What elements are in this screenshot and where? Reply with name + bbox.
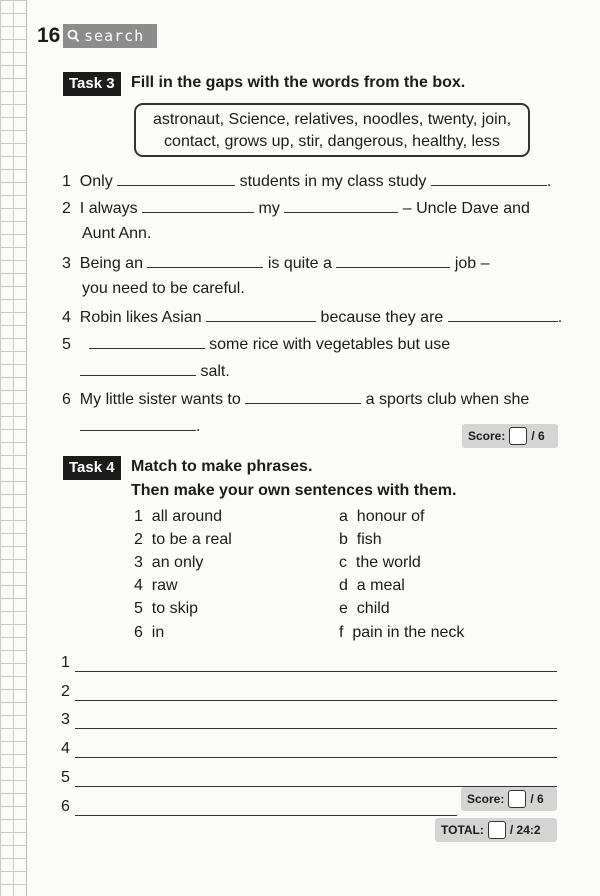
- phrase-left-6: 6 in: [134, 624, 165, 641]
- phrase-left-4: 4 raw: [134, 577, 178, 594]
- phrase-right-b: b fish: [339, 531, 382, 548]
- gap[interactable]: [448, 307, 558, 322]
- writing-line[interactable]: [75, 671, 557, 672]
- task4-label: Task 4: [63, 456, 121, 480]
- phrase-left-1: 1 all around: [134, 508, 223, 525]
- line-number: 5: [61, 769, 70, 786]
- task3-score: Score: / 6: [462, 424, 558, 448]
- search-label: search: [84, 27, 145, 45]
- word-box-line2: contact, grows up, stir, dangerous, healthy, less: [164, 133, 500, 150]
- gap[interactable]: [431, 171, 547, 186]
- search-chip: [63, 24, 157, 48]
- task3-item-2-cont: Aunt Ann.: [82, 225, 152, 242]
- gap[interactable]: [80, 361, 196, 376]
- phrase-left-3: 3 an only: [134, 554, 204, 571]
- line-number: 2: [61, 683, 70, 700]
- task3-item-2: 2 I always my – Uncle Dave and: [62, 200, 530, 217]
- gap[interactable]: [336, 253, 450, 268]
- score-input[interactable]: [509, 427, 527, 445]
- task3-item-6: 6 My little sister wants to a sports club when she: [62, 391, 530, 408]
- phrase-right-e: e child: [339, 600, 390, 617]
- writing-line[interactable]: [75, 757, 557, 758]
- line-number: 4: [61, 740, 70, 757]
- gap[interactable]: [80, 416, 196, 431]
- writing-line[interactable]: [75, 700, 557, 701]
- phrase-left-5: 5 to skip: [134, 600, 199, 617]
- total-input[interactable]: [488, 821, 506, 839]
- task3-item-5: 5 some rice with vegetables but use: [62, 336, 451, 353]
- word-box: [134, 103, 530, 157]
- task3-item-1: 1 Only students in my class study .: [62, 173, 552, 190]
- task4-score: Score: / 6: [461, 787, 557, 811]
- phrase-right-c: c the world: [339, 554, 421, 571]
- phrase-right-a: a honour of: [339, 508, 425, 525]
- gap[interactable]: [206, 307, 316, 322]
- task3-title: Fill in the gaps with the words from the box.: [131, 74, 466, 91]
- score-input[interactable]: [508, 790, 526, 808]
- line-number: 6: [61, 798, 70, 815]
- gap[interactable]: [142, 198, 254, 213]
- gap[interactable]: [117, 171, 235, 186]
- total-score: TOTAL: / 24:2: [435, 818, 557, 842]
- task3-label: Task 3: [63, 72, 121, 96]
- line-number: 1: [61, 654, 70, 671]
- task4-title-1: Match to make phrases.: [131, 458, 313, 475]
- task3-item-3: 3 Being an is quite a job –: [62, 255, 490, 272]
- phrase-left-2: 2 to be a real: [134, 531, 232, 548]
- grid-margin: [0, 0, 27, 896]
- task3-item-6-cont: .: [80, 416, 200, 436]
- task3-item-5-cont: salt.: [80, 361, 230, 381]
- task4-title-2: Then make your own sentences with them.: [131, 482, 457, 499]
- line-number: 3: [61, 711, 70, 728]
- writing-line[interactable]: [75, 815, 457, 816]
- search-icon: [67, 29, 80, 43]
- writing-line[interactable]: [75, 728, 557, 729]
- gap[interactable]: [89, 334, 205, 349]
- gap[interactable]: [245, 389, 361, 404]
- gap[interactable]: [284, 198, 398, 213]
- phrase-right-f: f pain in the neck: [339, 624, 465, 641]
- page-number: 16: [37, 24, 61, 47]
- word-box-line1: astronaut, Science, relatives, noodles, twenty, join,: [152, 111, 512, 128]
- gap[interactable]: [147, 253, 263, 268]
- phrase-right-d: d a meal: [339, 577, 405, 594]
- task3-item-3-cont: you need to be careful.: [82, 280, 245, 297]
- task3-item-4: 4 Robin likes Asian because they are .: [62, 309, 563, 326]
